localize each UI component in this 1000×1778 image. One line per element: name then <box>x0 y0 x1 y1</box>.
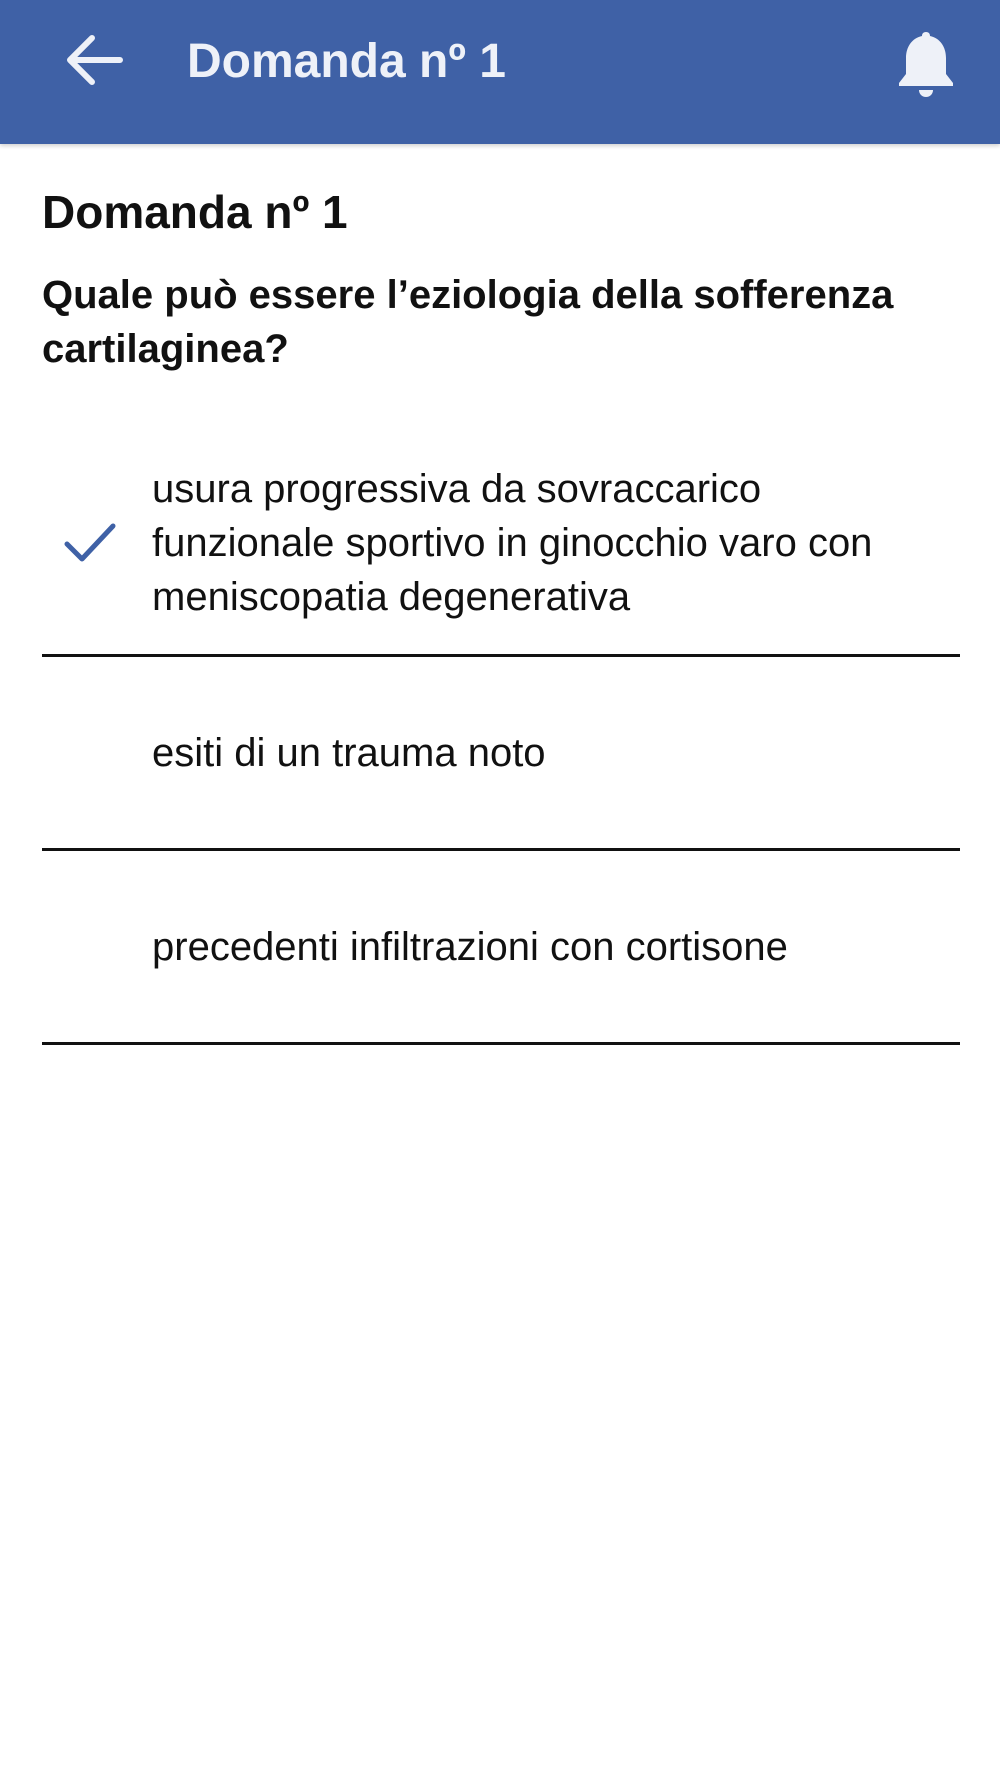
answer-text: esiti di un trauma noto <box>152 730 546 775</box>
top-app-bar <box>0 0 1000 144</box>
answer-option-2[interactable] <box>42 657 960 851</box>
back-button[interactable] <box>56 22 132 98</box>
answer-text: usura progressiva da sovraccarico funzionale sportivo in ginocchio varo con meniscopatia degenerativa <box>152 467 873 619</box>
checkmark-icon <box>64 521 116 565</box>
app-bar-title: Domanda nº 1 <box>187 35 506 88</box>
question-number: Domanda nº 1 <box>42 186 348 238</box>
notifications-button[interactable] <box>888 24 964 104</box>
answer-option-3[interactable] <box>42 851 960 1045</box>
answer-check-slot <box>42 513 152 573</box>
answer-check-slot <box>42 723 152 783</box>
answer-text: precedenti infiltrazioni con cortisone <box>152 924 788 969</box>
question-text: Quale può essere l’eziologia della sofferenza cartilaginea? <box>42 273 894 371</box>
question-content <box>42 144 960 1045</box>
answer-option-1[interactable] <box>42 442 960 657</box>
answer-list <box>42 442 960 1045</box>
arrow-left-icon <box>62 28 126 92</box>
answer-check-slot <box>42 917 152 977</box>
bell-icon <box>895 28 957 100</box>
